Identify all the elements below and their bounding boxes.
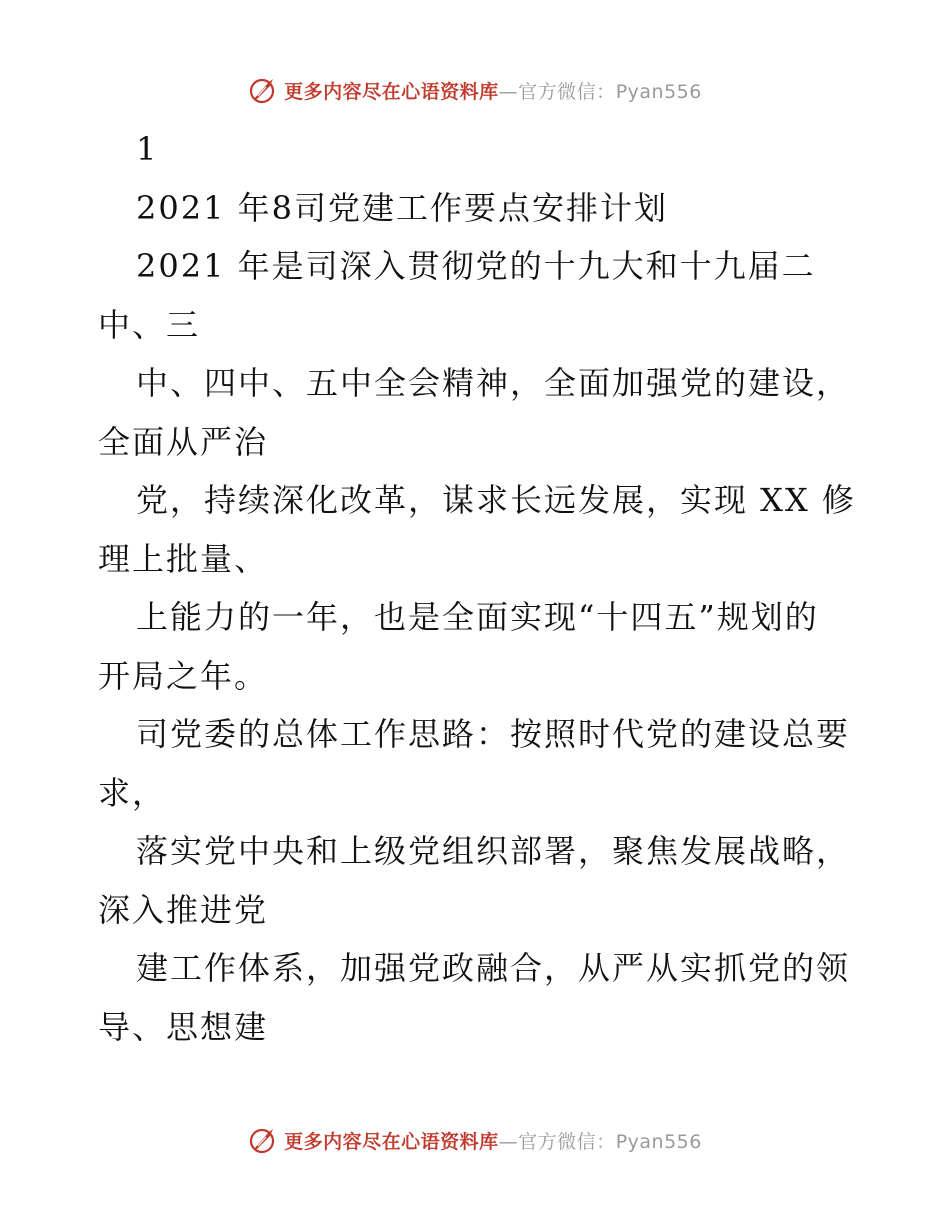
footer-watermark-banner — [0, 1120, 950, 1160]
doc-line: 开局之年。 — [98, 656, 269, 695]
doc-line-page-number: 1 — [136, 130, 159, 168]
doc-line: 深入推进党 — [98, 890, 269, 929]
doc-line: 2021 年是司深入贯彻党的十九大和十九届二 — [136, 247, 816, 285]
footer-brand-text: 更多内容尽在心语资料库 — [284, 1130, 499, 1153]
footer-watermark-text — [284, 1127, 702, 1154]
header-watermark-text — [284, 77, 702, 104]
quill-pen-logo-icon — [248, 75, 278, 105]
doc-line: 党，持续深化改革，谋求长远发展，实现 XX 修 — [136, 481, 856, 519]
header-wechat-id: Pyan556 — [615, 80, 702, 103]
doc-line: 落实党中央和上级党组织部署，聚焦发展战略， — [136, 832, 851, 870]
header-brand-text: 更多内容尽在心语资料库 — [284, 80, 499, 103]
header-watermark-banner — [0, 70, 950, 110]
footer-wechat-label: 官方微信： — [518, 1130, 616, 1153]
doc-line: 导、思想建 — [98, 1007, 269, 1046]
quill-pen-logo-icon — [248, 1125, 278, 1155]
doc-line: 求， — [98, 773, 167, 812]
doc-line: 上能力的一年，也是全面实现“十四五”规划的 — [136, 598, 819, 636]
doc-title-line: 2021 年8司党建工作要点安排计划 — [136, 188, 668, 227]
footer-wechat-id: Pyan556 — [615, 1130, 702, 1153]
doc-line: 建工作体系，加强党政融合，从严从实抓党的领 — [136, 949, 851, 987]
doc-line: 中、三 — [98, 305, 201, 344]
doc-line: 司党委的总体工作思路：按照时代党的建设总要 — [136, 715, 851, 753]
header-dash: — — [498, 80, 519, 103]
doc-line: 理上批量、 — [98, 539, 269, 578]
doc-line: 中、四中、五中全会精神，全面加强党的建设， — [136, 364, 851, 402]
footer-dash: — — [498, 1130, 519, 1153]
document-body — [98, 120, 858, 1056]
header-wechat-label: 官方微信： — [518, 80, 616, 103]
doc-line: 全面从严治 — [98, 422, 269, 461]
